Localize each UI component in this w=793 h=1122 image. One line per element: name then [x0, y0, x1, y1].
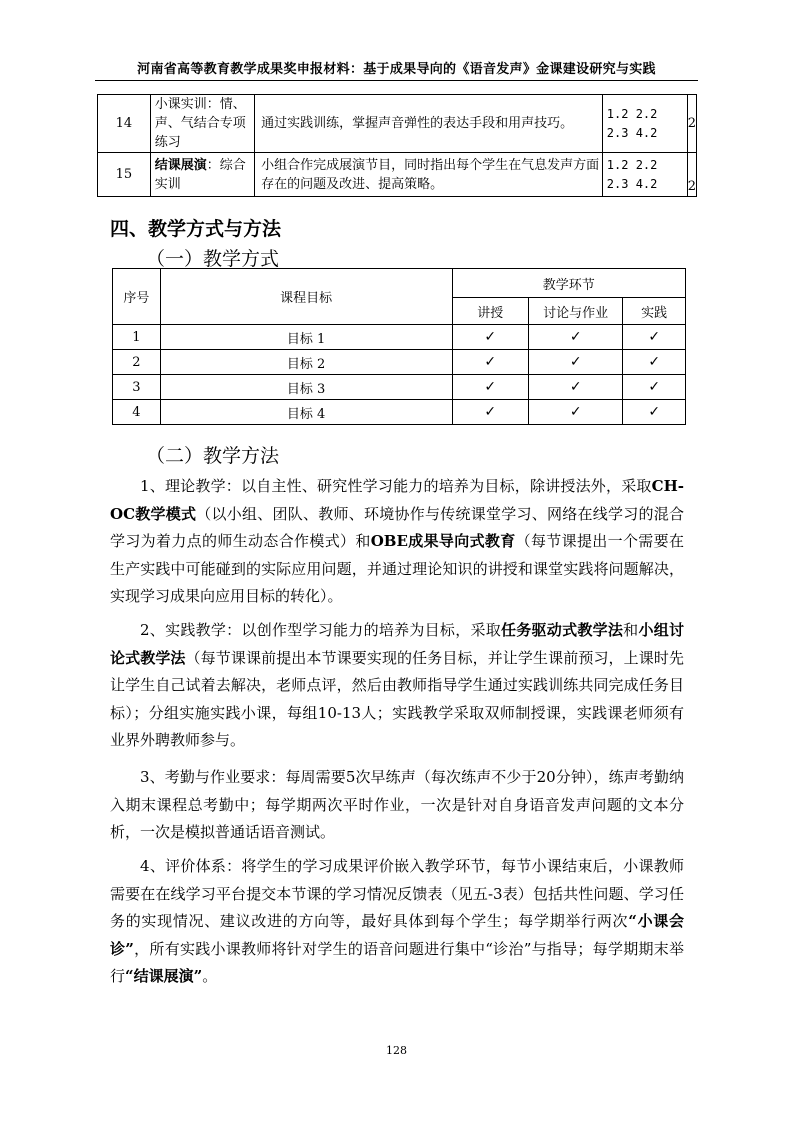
section-title: 四、教学方式与方法 [110, 218, 282, 240]
goal-cell: 目标 1 [160, 325, 452, 350]
text-run: （以小组、团队、教师、环境协作与传统课堂学习、网络在线学习的混合学习为着力点的师生动态合作模式）和 [110, 504, 684, 550]
emphasis: 任务驱动式教学法 [501, 621, 624, 639]
check-icon: ✓ [452, 375, 529, 400]
row-number: 14 [98, 95, 151, 153]
session-description: 通过实践训练，掌握声音弹性的表达手段和用声技巧。 [255, 95, 603, 153]
table-header-row [113, 269, 686, 298]
check-icon: ✓ [529, 400, 623, 425]
emphasis: 小组讨论式教学法 [110, 621, 684, 667]
goal-cell: 目标 4 [160, 400, 452, 425]
header-goal: 课程目标 [160, 269, 452, 325]
row-number: 2 [113, 350, 161, 375]
session-name-rest: ：综合实训 [154, 157, 246, 192]
check-icon: ✓ [529, 350, 623, 375]
paragraph-attendance: 3、考勤与作业要求：每周需要5次早练声（每次练声不少于20分钟），练声考勤纳入期末课程总考勤中；每学期两次平时作业，一次是针对自身语音发声问题的文本分析，一次是模拟普通话语音测试。 [110, 768, 684, 841]
indicator-line: 1.2 2.2 [606, 157, 658, 172]
session-name [150, 153, 254, 197]
check-icon: ✓ [623, 375, 686, 400]
goal-cell: 目标 3 [160, 375, 452, 400]
emphasis: “结课展演” [125, 967, 203, 985]
hours-cell: 2 [687, 153, 696, 197]
check-icon: ✓ [529, 375, 623, 400]
table-row [113, 400, 686, 425]
table-row [113, 375, 686, 400]
indicator-cell [602, 95, 687, 153]
header-practice: 实践 [623, 298, 686, 325]
check-icon: ✓ [452, 325, 529, 350]
check-icon: ✓ [452, 350, 529, 375]
table-row [98, 95, 697, 153]
text-run: 和 [623, 621, 639, 639]
paragraph-evaluation [110, 853, 684, 991]
session-description: 小组合作完成展演节目，同时指出每个学生在气息发声方面存在的问题及改进、提高策略。 [255, 153, 603, 197]
course-content-table [97, 94, 697, 197]
header-rule [95, 80, 698, 81]
goal-cell: 目标 2 [160, 350, 452, 375]
text-run: （每节课提出一个需要在生产实践中可能碰到的实际应用问题，并通过理论知识的讲授和课堂实践将问题解决，实现学习成果向应用目标的转化）。 [110, 532, 684, 605]
text-run: 4、评价体系：将学生的学习成果评价嵌入教学环节，每节小课结束后，小课教师需要在在线学习平台提交本节课的学习情况反馈表（见五-3表）包括共性问题、学习任务的实现情况、建议改进的方向等，最好具体到每个学生；每学期举行两次 [110, 857, 684, 930]
header-no: 序号 [113, 269, 161, 325]
session-name: 小课实训：情、声、气结合专项练习 [150, 95, 254, 153]
table-row [113, 325, 686, 350]
text-run: （每节课课前提出本节课要实现的任务目标，并让学生课前预习，上课时先让学生自己试着去解决，老师点评，然后由教师指导学生通过实践训练共同完成任务目标）；分组实施实践小课，每组10-13人；实践教学采取双师制授课，实践课老师须有业界外聘教师参与。 [110, 648, 684, 749]
indicator-line: 2.3 4.2 [606, 125, 658, 140]
emphasis: “小课会诊” [110, 912, 684, 958]
subsection-title: （二）教学方法 [146, 445, 280, 467]
header-group: 教学环节 [452, 269, 686, 298]
emphasis: CH-OC教学模式 [110, 477, 684, 523]
row-number: 15 [98, 153, 151, 197]
table-row [113, 350, 686, 375]
check-icon: ✓ [529, 325, 623, 350]
indicator-line: 2.3 4.2 [606, 176, 658, 191]
emphasis: OBE成果导向式教育 [370, 532, 516, 550]
text-run: 。 [202, 967, 218, 985]
indicator-line: 1.2 2.2 [606, 106, 658, 121]
table-row [98, 153, 697, 197]
header-lecture: 讲授 [452, 298, 529, 325]
text-run: 2、实践教学：以创作型学习能力的培养为目标，采取 [140, 621, 501, 639]
row-number: 4 [113, 400, 161, 425]
text-run: 1、理论教学：以自主性、研究性学习能力的培养为目标，除讲授法外，采取 [140, 477, 652, 495]
page-number: 128 [386, 1044, 407, 1057]
row-number: 3 [113, 375, 161, 400]
check-icon: ✓ [623, 350, 686, 375]
session-name-bold: 结课展演 [154, 157, 207, 173]
text-run: ，所有实践小课教师将针对学生的语音问题进行集中“诊治”与指导；每学期期末举行 [110, 939, 684, 985]
paragraph-theory [110, 473, 684, 611]
row-number: 1 [113, 325, 161, 350]
hours-cell: 2 [687, 95, 696, 153]
check-icon: ✓ [623, 325, 686, 350]
check-icon: ✓ [452, 400, 529, 425]
paragraph-practice [110, 617, 684, 755]
teaching-mode-table [112, 268, 686, 425]
running-header: 河南省高等教育教学成果奖申报材料：基于成果导向的《语音发声》金课建设研究与实践 [137, 62, 656, 77]
subsection-title: （一）教学方式 [146, 248, 280, 270]
indicator-cell [602, 153, 687, 197]
header-discuss: 讨论与作业 [529, 298, 623, 325]
check-icon: ✓ [623, 400, 686, 425]
